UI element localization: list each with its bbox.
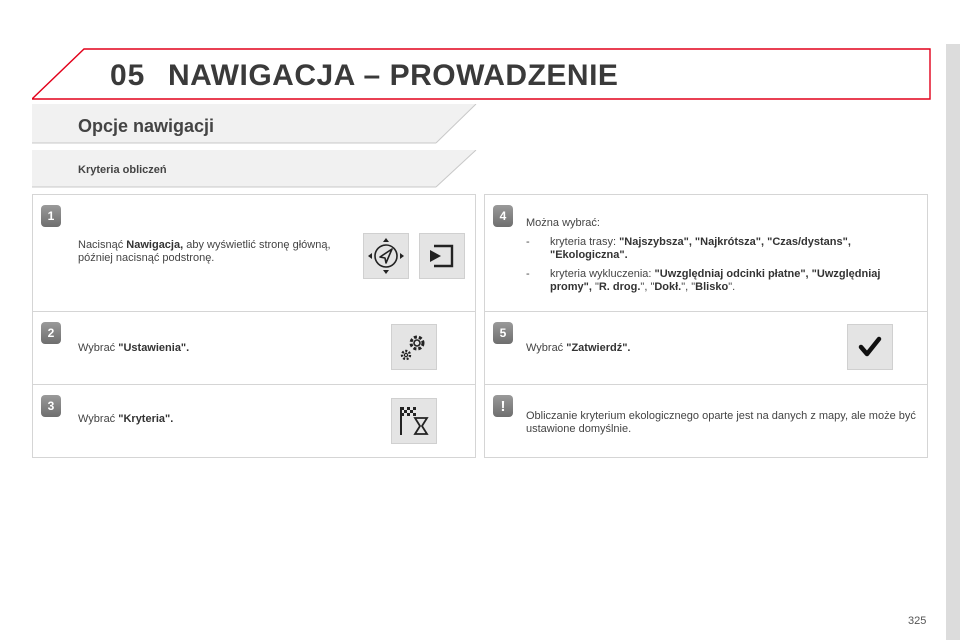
option-separator: ", " bbox=[681, 281, 696, 293]
chapter-title: NAWIGACJA – PROWADZENIE bbox=[168, 59, 619, 92]
option-item bbox=[526, 268, 916, 294]
step-3-text bbox=[78, 413, 338, 426]
option-value: Blisko bbox=[695, 281, 729, 293]
option-values: "Najszybsza", "Najkrótsza", "Czas/dystans", "Ekologiczna". bbox=[550, 236, 851, 261]
step-badge: 5 bbox=[493, 322, 513, 344]
option-dash: - bbox=[526, 236, 530, 248]
step-badge: 2 bbox=[41, 322, 61, 344]
step-1-box bbox=[32, 194, 476, 312]
option-separator: " bbox=[591, 281, 599, 293]
step-text-bold: Nawigacja, bbox=[126, 239, 184, 251]
warning-icon: ! bbox=[493, 395, 513, 417]
note-box bbox=[484, 385, 928, 458]
step-3-box bbox=[32, 385, 476, 458]
step-text-plain: Wybrać bbox=[526, 342, 567, 354]
section-header bbox=[32, 104, 478, 144]
confirm-check-icon bbox=[847, 324, 893, 370]
option-values-tail bbox=[592, 281, 735, 293]
step-5-text bbox=[526, 342, 786, 355]
step-text-bold: "Zatwierdź". bbox=[566, 342, 631, 354]
step-badge: 1 bbox=[41, 205, 61, 227]
step-text-bold: "Kryteria". bbox=[118, 413, 174, 425]
page-edge-strip bbox=[946, 44, 960, 640]
step-badge: 3 bbox=[41, 395, 61, 417]
settings-gears-icon bbox=[391, 324, 437, 370]
chapter-header bbox=[32, 47, 932, 101]
step-5-box bbox=[484, 312, 928, 385]
step-4-box bbox=[484, 194, 928, 312]
option-item bbox=[526, 236, 916, 262]
step-4-intro: Można wybrać: bbox=[526, 217, 600, 229]
option-separator: ", " bbox=[640, 281, 655, 293]
option-label: kryteria wykluczenia: bbox=[550, 268, 655, 280]
navigation-compass-icon bbox=[363, 233, 409, 279]
chapter-number: 05 bbox=[110, 59, 146, 92]
option-value: Dokł. bbox=[654, 281, 682, 293]
option-dash: - bbox=[526, 268, 530, 280]
step-badge: 4 bbox=[493, 205, 513, 227]
note-text: Obliczanie kryterium ekologicznego oparte jest na danych z mapy, ale może być ustawione domyślnie. bbox=[526, 410, 916, 435]
option-label: kryteria trasy: bbox=[550, 236, 620, 248]
subsection-title: Kryteria obliczeń bbox=[78, 164, 167, 176]
option-list bbox=[526, 236, 916, 294]
option-separator: ". bbox=[728, 281, 736, 293]
step-1-text bbox=[78, 239, 338, 265]
option-value: R. drog. bbox=[598, 281, 641, 293]
subpage-arrow-icon bbox=[419, 233, 465, 279]
section-title: Opcje nawigacji bbox=[78, 116, 215, 136]
page-number: 325 bbox=[908, 615, 927, 627]
step-2-text bbox=[78, 342, 338, 355]
step-text-plain: Wybrać bbox=[78, 342, 119, 354]
option-values: "Uwzględniaj odcinki płatne", "Uwzględniaj promy", bbox=[550, 268, 881, 293]
step-text-plain: Nacisnąć bbox=[78, 239, 127, 251]
step-4-text bbox=[526, 217, 916, 294]
subsection-header bbox=[32, 150, 478, 188]
step-text-plain: Wybrać bbox=[78, 413, 119, 425]
step-text-plain: aby wyświetlić stronę główną, później nacisnąć podstronę. bbox=[78, 239, 331, 264]
step-2-box bbox=[32, 312, 476, 385]
step-text-bold: "Ustawienia". bbox=[118, 342, 190, 354]
criteria-flag-hourglass-icon bbox=[391, 398, 437, 444]
